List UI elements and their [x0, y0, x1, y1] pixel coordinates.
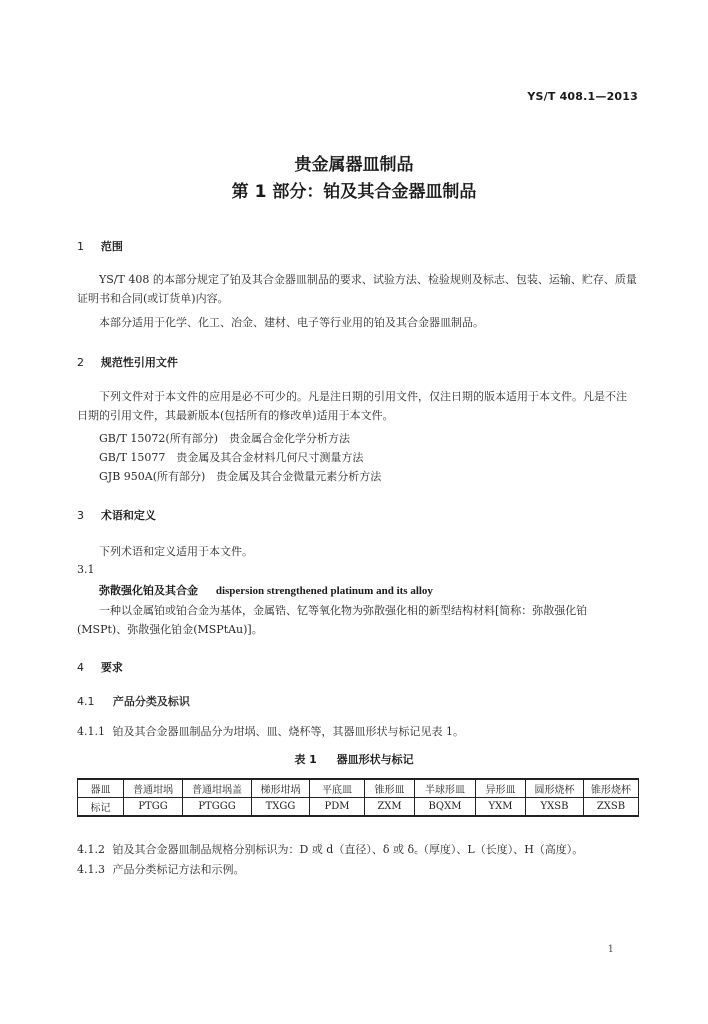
term-definition: 一种以金属铂或铂合金为基体，金属锆、钇等氧化物为弥散强化相的新型结构材料[简称：弥散强化铂(MSPt)、弥散强化铂金(MSPtAu)]。: [77, 604, 588, 636]
subsection-number: 4.1: [77, 695, 95, 708]
reference-item: GB/T 15077 贵金属及其合金材料几何尺寸测量方法: [99, 451, 364, 464]
table-cell: YXSB: [526, 798, 584, 817]
section-title: 规范性引用文件: [100, 356, 178, 369]
table-cell: BQXM: [415, 798, 476, 817]
term-english: dispersion strengthened platinum and its alloy: [215, 585, 433, 597]
clause-4-1-3: [77, 861, 245, 877]
document-title: 贵金属器皿制品: [294, 155, 414, 175]
table-cell: PDM: [310, 798, 365, 817]
clause-number: 4.1.1: [77, 725, 105, 738]
table-header-cell: 平底皿: [310, 779, 365, 798]
table-header-cell: 半球形皿: [415, 779, 476, 798]
page-number: 1: [607, 944, 614, 955]
clause-4-1-1: [77, 723, 464, 739]
term-chinese: 弥散强化铂及其合金: [99, 584, 198, 597]
table-caption: [0, 751, 708, 767]
table-header-cell: 普通坩埚盖: [183, 779, 252, 798]
shape-mark-table: [77, 778, 639, 817]
subsection-4-1-heading: [77, 693, 190, 709]
table-title: 器皿形状与标记: [336, 753, 414, 766]
section-1-paragraph-2: 本部分适用于化学、化工、冶金、建材、电子等行业用的铂及其合金器皿制品。: [99, 316, 484, 329]
section-3-heading: [77, 507, 156, 523]
section-2-paragraph-1: 下列文件对于本文件的应用是必不可少的。凡是注日期的引用文件，仅注日期的版本适用于本文件。凡是不注日期的引用文件，其最新版本(包括所有的修改单)适用于本文件。: [77, 390, 627, 422]
clause-text: 铂及其合金器皿制品规格分别标识为：D 或 d（直径）、δ 或 δ꜀（厚度）、L（长度）、H（高度）。: [112, 843, 584, 856]
clause-text: 铂及其合金器皿制品分为坩埚、皿、烧杯等，其器皿形状与标记见表 1。: [112, 725, 464, 738]
table-row: [78, 798, 639, 817]
table-header-cell: 普通坩埚: [124, 779, 183, 798]
clause-number: 4.1.2: [77, 843, 105, 856]
section-number: 4: [77, 661, 84, 674]
table-cell: PTGGG: [183, 798, 252, 817]
table-number: 表 1: [294, 753, 317, 766]
document-subtitle: 第 1 部分：铂及其合金器皿制品: [231, 182, 477, 202]
clause-text: 产品分类标记方法和示例。: [112, 863, 245, 876]
reference-item: GB/T 15072(所有部分) 贵金属合金化学分析方法: [99, 432, 350, 445]
section-1-paragraph-1: YS/T 408 的本部分规定了铂及其合金器皿制品的要求、试验方法、检验规则及标志、包装、运输、贮存、质量证明书和合同(或订货单)内容。: [77, 273, 637, 305]
clause-number: 4.1.3: [77, 863, 105, 876]
section-title: 要求: [100, 661, 123, 674]
section-title: 范围: [100, 240, 123, 253]
table-cell: YXM: [476, 798, 526, 817]
term-number: 3.1: [77, 563, 95, 576]
table-header-row: [78, 779, 639, 798]
section-number: 1: [77, 240, 84, 253]
standard-number: YS/T 408.1—2013: [527, 90, 638, 103]
section-3-paragraph-1: 下列术语和定义适用于本文件。: [99, 545, 253, 558]
section-2-heading: [77, 354, 178, 370]
table-header-cell: 异形皿: [476, 779, 526, 798]
table-header-cell: 梯形坩埚: [252, 779, 310, 798]
subsection-title: 产品分类及标识: [112, 695, 190, 708]
term-entry: [99, 582, 433, 598]
table-header-cell: 器皿: [78, 779, 124, 798]
reference-item: GJB 950A(所有部分) 贵金属及其合金微量元素分析方法: [99, 470, 382, 483]
table-header-cell: 锥形皿: [365, 779, 415, 798]
table-header-cell: 锥形烧杯: [584, 779, 639, 798]
section-number: 3: [77, 509, 84, 522]
clause-4-1-2: [77, 841, 583, 857]
section-4-heading: [77, 659, 123, 675]
table-cell: 标记: [78, 798, 124, 817]
table-cell: PTGG: [124, 798, 183, 817]
table-cell: TXGG: [252, 798, 310, 817]
section-number: 2: [77, 356, 84, 369]
table-header-cell: 圆形烧杯: [526, 779, 584, 798]
section-title: 术语和定义: [100, 509, 156, 522]
section-1-heading: [77, 238, 123, 254]
table-cell: ZXM: [365, 798, 415, 817]
table-cell: ZXSB: [584, 798, 639, 817]
